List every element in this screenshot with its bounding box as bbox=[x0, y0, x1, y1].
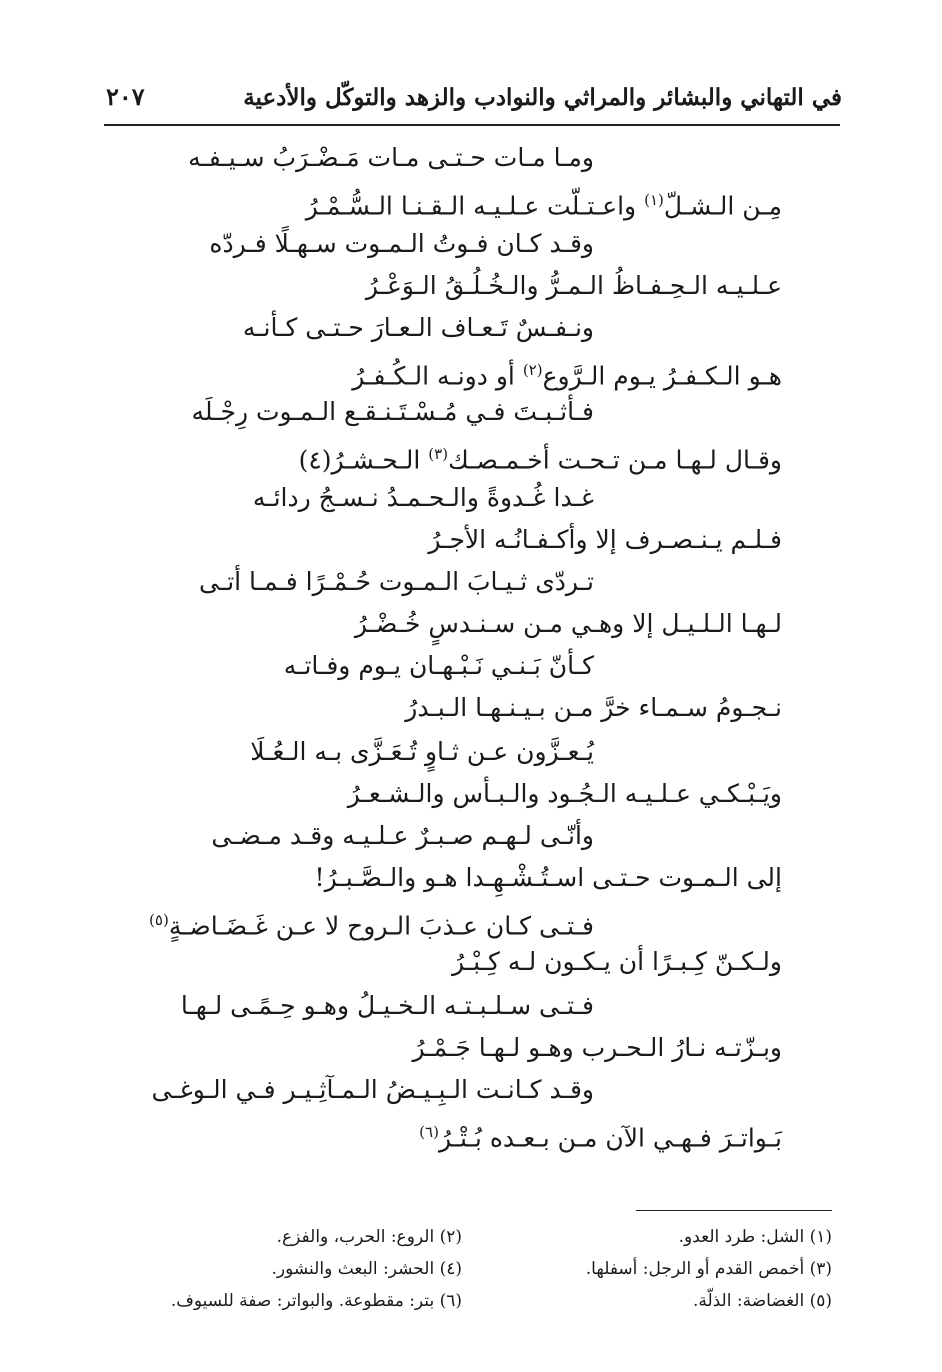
verse-4-first-hemistich: فـأثـبـتَ فـي مُـسْـتَـنـقـع الـمـوت رِجْـلَه bbox=[191, 397, 594, 426]
verse-2-first-hemistich: وقـد كـان فـوتُ الـمـوت سـهـلًا فـردّه bbox=[209, 229, 594, 258]
verse-8-first-hemistich: يُـعـزَّون عـن ثـاوٍ تُـعَـزَّى بـه الـعُـلَا bbox=[250, 737, 594, 766]
verse-6-first-hemistich: تـردّى ثـيـابَ الـمـوت حُـمْـرًا فـمـا أتـى bbox=[199, 567, 594, 596]
footnote-6: (٦) بتر: مقطوعة. والبواتر: صفة للسيوف. bbox=[170, 1291, 462, 1311]
footnote-2: (٢) الروع: الحرب، والفزع. bbox=[276, 1227, 462, 1247]
verse-11-second-hemistich: وبـزّتـه نـارُ الـحـرب وهـو لـهـا جَـمْـرُ bbox=[412, 1033, 782, 1062]
verse-1-first-hemistich: ومـا مـات حـتـى مـات مَـضْـرَبُ سـيـفـه bbox=[188, 143, 594, 172]
verse-7-first-hemistich: كـأنّ بَـنـي نَـبْـهـان يـوم وفـاتـه bbox=[283, 651, 594, 680]
verse-2-second-hemistich: عـلـيـه الـحِـفـاظُ الـمـرُّ والـخُـلُـقُ الـوَعْـرُ bbox=[365, 271, 782, 300]
verse-10-first-hemistich: فـتـى كـان عـذبَ الـروح لا عـن غَـضَـاضـةٍ$^{(٥)}$ bbox=[149, 911, 594, 941]
page-number: ٢٠٧ bbox=[106, 82, 145, 111]
footnote-1: (١) الشل: طرد العدو. bbox=[678, 1227, 832, 1247]
footnote-ref-6: (٦) bbox=[419, 1123, 439, 1141]
running-header-title: في التهاني والبشائر والمراثي والنوادب والزهد والتوكّل والأدعية bbox=[243, 84, 842, 111]
footnote-ref-5: (٥) bbox=[149, 911, 169, 929]
footnote-4: (٤) الحشر: البعث والنشور. bbox=[271, 1259, 462, 1279]
verse-10-second-hemistich: ولـكـنّ كِـبـرًا أن يـكـون لـه كِـبْـرُ bbox=[452, 947, 782, 976]
verse-7-second-hemistich: نـجـومُ سـمـاء خرَّ مـن بـيـنـهـا الـبـدرُ bbox=[405, 693, 782, 722]
verse-4-second-hemistich: وقـال لـهـا مـن تـحـت أخـمـصـك$^{(٣)}$ الـحـشـرُ(٤) bbox=[298, 445, 782, 475]
verse-12-first-hemistich: وقـد كـانـت الـبِـيـضُ الـمـآثِـيـر فـي الـوغـى bbox=[151, 1075, 594, 1104]
footnote-ref-1: (١) bbox=[644, 191, 664, 209]
footnote-ref-2: (٢) bbox=[522, 361, 543, 379]
header-divider bbox=[104, 124, 840, 126]
verse-6-second-hemistich: لـهـا الـلـيـل إلا وهـي مـن سـنـدسٍ خُـضْـرُ bbox=[354, 609, 782, 638]
verse-11-first-hemistich: فـتـى سـلـبـتـه الـخـيـلُ وهـو حِـمًـى لـهـا bbox=[180, 991, 594, 1020]
verse-3-second-hemistich: هـو الـكـفـرُ يـوم الـرَّوع$^{(٢)}$ أو دونـه الـكُـفـرُ bbox=[352, 361, 782, 391]
verse-8-second-hemistich: ويَـبْـكـي عـلـيـه الـجُـود والـبـأس والـشـعـرُ bbox=[347, 779, 782, 808]
verse-1-second-hemistich: مِـن الـشـلّ$^{(١)}$ واعـتـلّت عـلـيـه الـقـنـا الـسُّـمْـرُ bbox=[305, 191, 782, 221]
verse-12-second-hemistich: بَـواتـرَ فـهـي الآن مـن بـعـده بُـتْـرُ$^{(٦)}$ bbox=[419, 1123, 782, 1153]
footnote-divider bbox=[636, 1210, 832, 1211]
footnote-ref-3: (٣) bbox=[428, 445, 449, 463]
verse-3-first-hemistich: ونـفـسٌ تَـعـاف الـعـارَ حـتـى كـأنـه bbox=[242, 313, 594, 342]
verse-9-second-hemistich: إلى الـمـوت حـتـى اسـتُـشْـهِـدا هـو والـصَّـبـرُ! bbox=[314, 863, 782, 892]
footnote-3: (٣) أخمص القدم أو الرجل: أسفلها. bbox=[585, 1259, 832, 1279]
verse-9-first-hemistich: وأنّـى لـهـم صـبـرٌ عـلـيـه وقـد مـضـى bbox=[211, 821, 594, 850]
footnote-5: (٥) الغضاضة: الذلّة. bbox=[692, 1291, 832, 1311]
verse-5-second-hemistich: فـلـم يـنـصـرف إلا وأكـفـانُـه الأجـرُ bbox=[428, 525, 782, 554]
verse-5-first-hemistich: غـدا غُـدوةً والـحـمـدُ نـسـجُ ردائـه bbox=[252, 483, 594, 512]
